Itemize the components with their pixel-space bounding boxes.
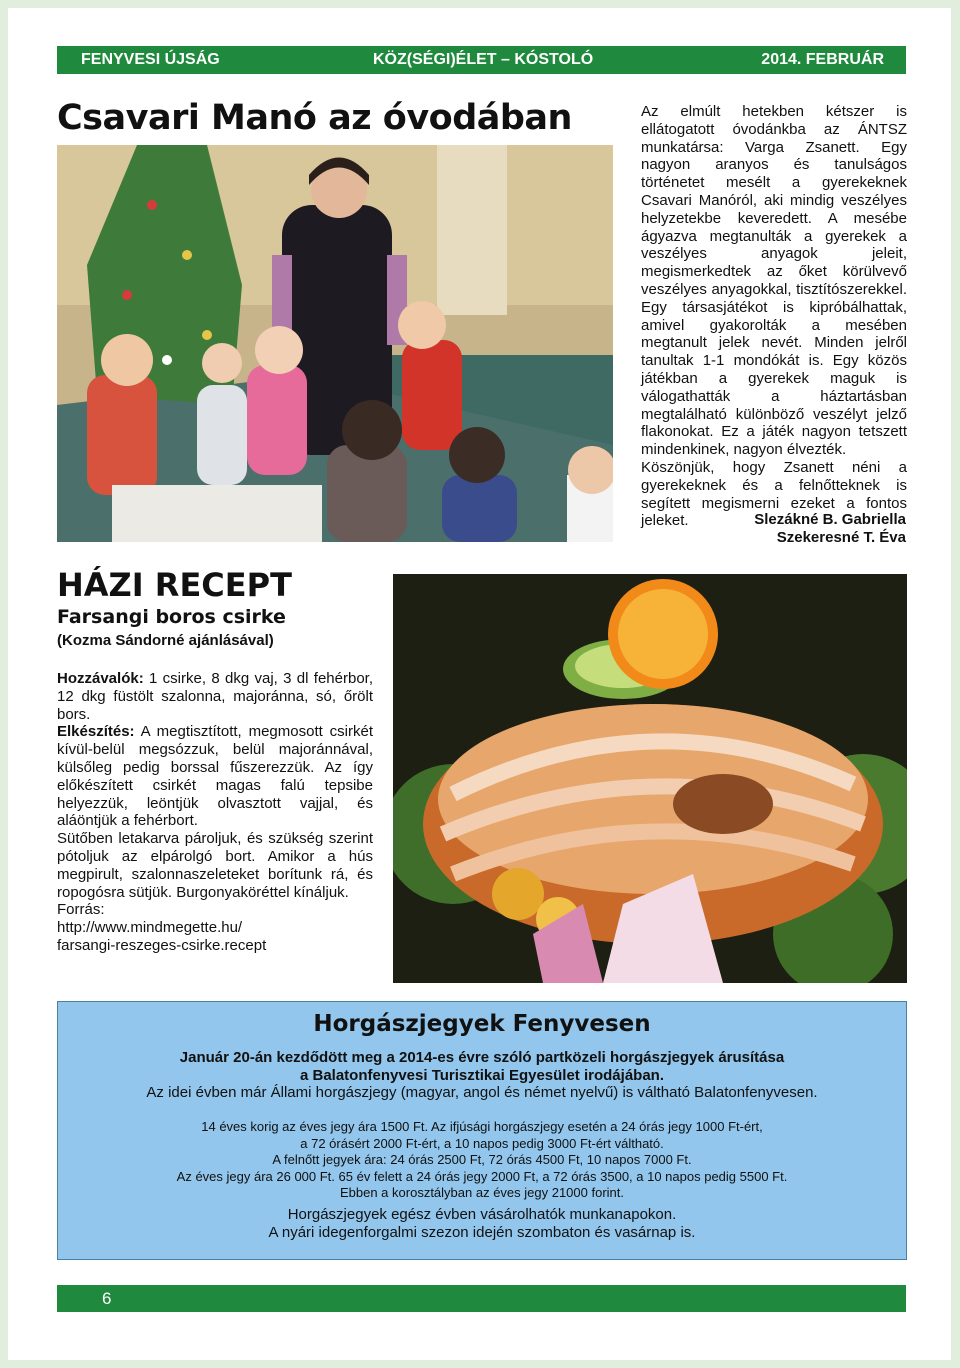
author-name: Szekeresné T. Éva — [776, 529, 906, 546]
fishing-footer-line: Horgászjegyek egész évben vásárolhatók munkanapokon. — [287, 1206, 677, 1223]
preparation-paragraph — [57, 723, 373, 830]
recipe-body — [57, 670, 373, 955]
fishing-lead-line: Az idei évben már Állami horgászjegy (magyar, angol és német nyelvű) is váltható Balatonfenyvesen. — [146, 1084, 818, 1101]
preparation-text: A megtisztított, megmosott csirkét kívül-belül megsózzuk, belül majoránnával, külsőleg pedig borssal fűszerezzük. Az így előkészített csirkét magas falú tepsibe helyezzük, leöntjük olvasztott vajjal, és aláöntjük a fehérbort. — [57, 723, 373, 830]
article-paragraph: Köszönjük, hogy Zsanett néni a gyerekeknek és a felnőtteknek is segített megismerni ezeket a fontos jeleket. — [641, 458, 907, 530]
fishing-lead — [58, 1049, 906, 1102]
fishing-footer-line: A nyári idegenforgalmi szezon idején szombaton és vasárnap is. — [268, 1223, 696, 1241]
author-name: Slezákné B. Gabriella — [754, 511, 906, 528]
source-url-line: http://www.mindmegette.hu/ — [57, 919, 243, 937]
source-url-line: farsangi-reszeges-csirke.recept — [57, 936, 267, 954]
recipe-credit: (Kozma Sándorné ajánlásával) — [57, 632, 274, 649]
fishing-lead-line: Január 20-án kezdődött meg a 2014-es évre szóló partközeli horgászjegyek árusítása — [179, 1049, 785, 1066]
price-line: a 72 órásért 2000 Ft-ért, a 10 napos pedig 3000 Ft-ért váltható. — [300, 1135, 664, 1151]
ingredients-paragraph — [57, 670, 373, 723]
page-number: 6 — [102, 1289, 112, 1308]
article-body — [641, 103, 907, 530]
article-paragraph: Az elmúlt hetekben kétszer is ellátogatott óvodánkba az ÁNTSZ munkatársa: Varga Zsanett. Egy nagyon aranyos és tanulságos történetet mesélt a gyerekeknek Csavari Manóról, aki mindig veszélyes helyzetekbe keveredett. A mesébe ágyazva megtanulták a gyerekek a veszélyes anyagok jeleit, megismerkedtek az őket körülvevő veszélyes anyagokkal, tisztítószerekkel. Egy társasjátékot is kipróbálhattak, amivel gyakorolták a mesében megtanult jelek nevét. Minden jelről tanultak 1-1 mondókát is. Egy közös játékban a gyerekek maguk is válogathatták a háztartásban megtalálható különböző veszélyt jelző flakonokat. Ez a játék nagyon tetszett mindenkinek, nagyon élvezték. — [641, 103, 907, 459]
roast-chicken-photo — [393, 574, 907, 983]
header-bar — [57, 46, 906, 74]
fishing-title: Horgászjegyek Fenyvesen — [313, 1011, 651, 1037]
price-line: A felnőtt jegyek ára: 24 órás 2500 Ft, 72 órás 4500 Ft, 10 napos 7000 Ft. — [272, 1152, 692, 1167]
oven-paragraph: Sütőben letakarva pároljuk, és szükség szerint pótoljuk az elpárolgó bort. Amikor a hús megpirult, szalonnaszeleteket borítunk rá, és ropogósra sütjük. Burgonyaköréttel kínáljuk. — [57, 830, 373, 901]
fishing-lead-line: a Balatonfenyvesi Turisztikai Egyesület irodájában. — [299, 1066, 664, 1084]
recipe-title: Farsangi boros csirke — [57, 606, 286, 628]
fishing-footer — [58, 1206, 906, 1241]
article-authors — [754, 511, 906, 547]
newspaper-name: FENYVESI ÚJSÁG — [81, 51, 220, 68]
ingredients-text: 1 csirke, 8 dkg vaj, 3 dl fehérbor, 12 dkg füstölt szalonna, majoránna, só, őrölt bors. — [57, 670, 373, 723]
section-name: KÖZ(SÉGI)ÉLET – KÓSTOLÓ — [373, 51, 594, 68]
price-line: Ebben a korosztályban az éves jegy 21000 forint. — [339, 1185, 624, 1200]
issue-date: 2014. FEBRUÁR — [761, 51, 884, 68]
price-line: Az éves jegy ára 26 000 Ft. 65 év felett a 24 órás jegy 2000 Ft, a 72 órás 3500, a 10 napos pedig 5500 Ft. — [176, 1168, 788, 1184]
fishing-prices — [58, 1119, 906, 1202]
price-line: 14 éves korig az éves jegy ára 1500 Ft. Az ifjúsági horgászjegy esetén a 24 órás jegy 1000 Ft-ért, — [201, 1119, 763, 1134]
fishing-notice-box — [57, 1001, 907, 1260]
source-label: Forrás: — [57, 901, 105, 919]
footer-bar — [57, 1285, 906, 1312]
preparation-label: Elkészítés: — [57, 723, 135, 741]
ingredients-label: Hozzávalók: — [57, 670, 144, 687]
article-title: Csavari Manó az óvodában — [57, 98, 572, 138]
recipe-heading: HÁZI RECEPT — [57, 566, 292, 604]
kindergarten-photo — [57, 145, 613, 542]
